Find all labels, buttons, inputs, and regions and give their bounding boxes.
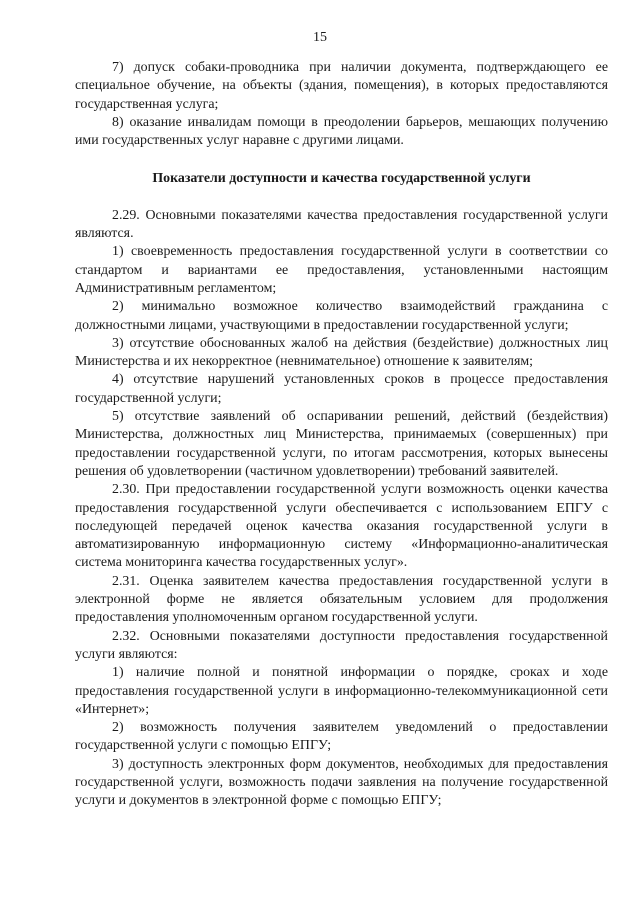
section-heading: Показатели доступности и качества государственной услуги <box>152 171 531 187</box>
clause-2-32-item-3: 3) доступность электронных форм документов, необходимых для предоставления государственной услуги, возможность подачи заявления на получение государственной услуги и документов в электронной форме с помощью ЕПГУ; <box>75 756 608 809</box>
clause-2-29-item-1: 1) своевременность предоставления государственной услуги в соответствии со стандартом и вариантами ее предоставления, установленными настоящим Административным регламентом; <box>75 244 608 296</box>
page-number: 15 <box>313 30 327 45</box>
clause-2-29-item-4: 4) отсутствие нарушений установленных сроков в процессе предоставления государственной услуги; <box>75 372 608 406</box>
clause-2-32-item-1: 1) наличие полной и понятной информации о порядке, сроках и ходе предоставления государственной услуги в информационно-телекоммуникационной сети «Интернет»; <box>75 665 608 717</box>
document-body <box>75 59 608 811</box>
clause-2-29-item-3: 3) отсутствие обоснованных жалоб на действия (бездействие) должностных лиц Министерства и их некорректное (невнимательное) отношение к заявителям; <box>75 335 608 370</box>
clause-2-30: 2.30. При предоставлении государственной услуги возможность оценки качества предоставления государственной услуги обеспечивается с использованием ЕПГУ с последующей передачей оценок качества оказания государственной услуги в автоматизированную информационную систему «Информационно-аналитическая система мониторинга качества государственных услуг». <box>75 482 608 571</box>
clause-2-29-item-2: 2) минимально возможное количество взаимодействий гражданина с должностными лицами, участвующими в предоставлении государственной услуги; <box>75 299 608 333</box>
clause-2-29-intro: 2.29. Основными показателями качества предоставления государственной услуги являются. <box>75 207 608 242</box>
clause-2-32-item-2: 2) возможность получения заявителем уведомлений о предоставлении государственной услуги с помощью ЕПГУ; <box>75 720 608 754</box>
paragraph-item-7: 7) допуск собаки-проводника при наличии документа, подтверждающего ее специальное обучение, на объекты (здания, помещения), в которых предоставляются государственная услуга; <box>75 60 608 112</box>
clause-2-29-item-5: 5) отсутствие заявлений об оспаривании решений, действий (бездействия) Министерства, должностных лиц Министерства, принимаемых (совершенных) при предоставлении государственной услуги, по итогам рассмотрения, которых вынесены решения об удовлетворении (частичном удовлетворении) требований заявителей. <box>75 409 608 479</box>
paragraph-item-8: 8) оказание инвалидам помощи в преодолении барьеров, мешающих получению ими государственных услуг наравне с другими лицами. <box>75 114 608 149</box>
clause-2-32-intro: 2.32. Основными показателями доступности предоставления государственной услуги являются: <box>75 628 608 662</box>
clause-2-31: 2.31. Оценка заявителем качества предоставления государственной услуги в электронной форме не является обязательным условием для продолжения предоставления уполномоченным органом государственной услуги. <box>75 573 608 626</box>
